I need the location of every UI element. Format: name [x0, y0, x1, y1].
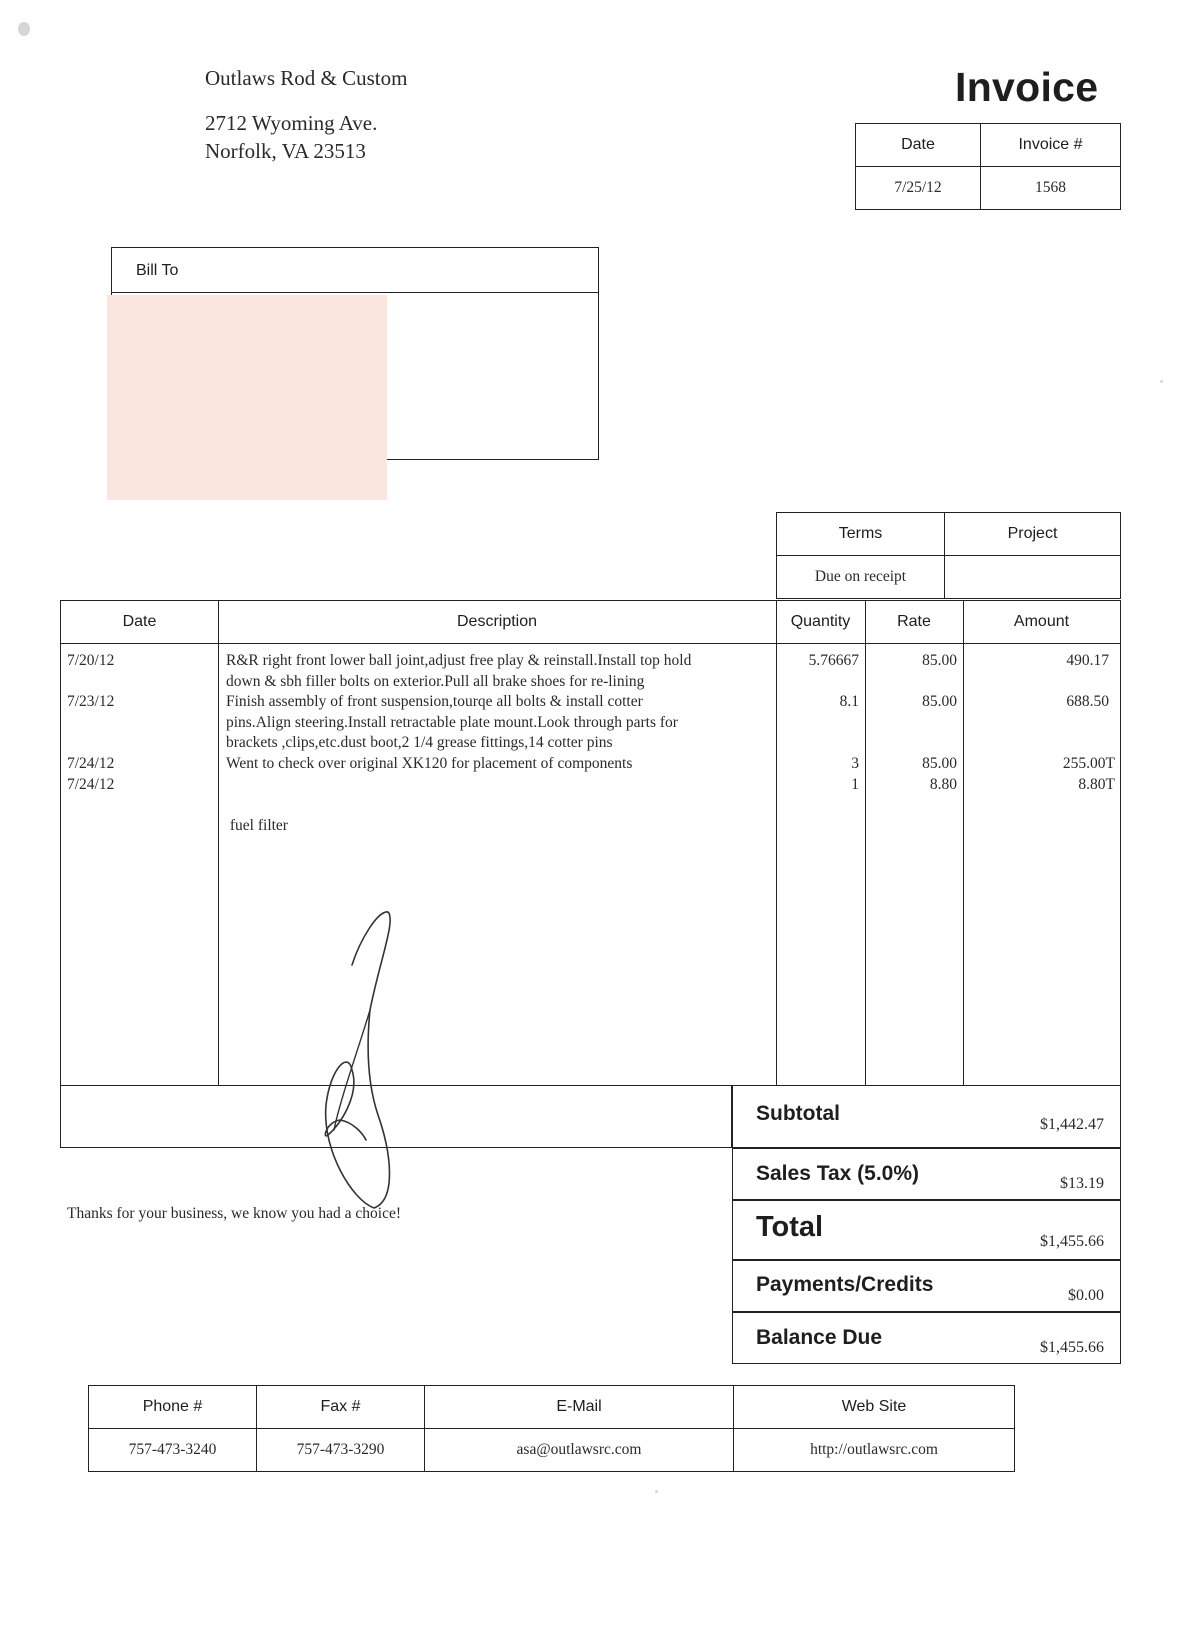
row-3-description [226, 754, 771, 775]
thanks-message: Thanks for your business, we know you had a choice! [67, 1205, 402, 1222]
row-1-description-line: down & sbh filler bolts on exterior.Pull all brake shoes for re-lining [226, 672, 645, 690]
column-header-rate: Rate [897, 613, 931, 630]
terms-value: Due on receipt [777, 556, 945, 599]
row-2-description [226, 692, 771, 754]
column-header-amount: Amount [1013, 613, 1070, 630]
row-1-description-line: R&R right front lower ball joint,adjust free play & reinstall.Install top hold [226, 652, 692, 669]
header-divider [61, 643, 1120, 644]
phone-number: 757-473-3240 [89, 1429, 257, 1472]
column-divider [963, 601, 964, 1085]
sales-tax-label: Sales Tax (5.0%) [756, 1162, 920, 1185]
company-address-line2: Norfolk, VA 23513 [205, 139, 366, 163]
row-1-description [226, 651, 771, 692]
contact-info-table [88, 1385, 1015, 1472]
company-address-line1: 2712 Wyoming Ave. [205, 111, 378, 135]
email-label: E-Mail [425, 1386, 734, 1429]
email-address: asa@outlawsrc.com [425, 1429, 734, 1472]
terms-label: Terms [777, 513, 945, 556]
sales-tax-value: $13.19 [1060, 1175, 1104, 1192]
column-header-date: Date [122, 613, 157, 630]
row-2-amount: 688.50 [1066, 693, 1109, 710]
row-3-rate: 85.00 [922, 755, 957, 772]
website-label: Web Site [734, 1386, 1015, 1429]
total-label: Total [756, 1211, 824, 1243]
row-3-description-line: Went to check over original XK120 for placement of components [226, 755, 633, 772]
terms-project-box [776, 512, 1121, 599]
payments-row [732, 1260, 1121, 1312]
company-name: Outlaws Rod & Custom [205, 66, 408, 90]
invoice-date: 7/25/12 [856, 167, 981, 210]
column-divider [776, 601, 777, 1085]
balance-due-row [732, 1312, 1121, 1364]
total-value: $1,455.66 [1040, 1233, 1104, 1250]
row-2-description-line: Finish assembly of front suspension,tourqe all bolts & install cotter [226, 693, 643, 710]
invoice-header-box [855, 123, 1121, 210]
row-2-date: 7/23/12 [67, 693, 115, 710]
bill-to-label: Bill To [136, 262, 179, 279]
payments-value: $0.00 [1068, 1287, 1104, 1304]
scan-blemish [18, 22, 30, 36]
invoice-number: 1568 [981, 167, 1121, 210]
scan-blemish [655, 1490, 658, 1493]
row-4-date: 7/24/12 [67, 776, 115, 793]
project-value [945, 556, 1121, 599]
sales-tax-row [732, 1148, 1121, 1200]
balance-due-label: Balance Due [756, 1326, 883, 1349]
row-4-description [226, 775, 771, 878]
column-divider [865, 601, 866, 1085]
column-divider [218, 601, 219, 1085]
document-title: Invoice [955, 64, 1099, 110]
balance-due-value: $1,455.66 [1040, 1339, 1104, 1356]
subtotal-row [732, 1086, 1121, 1148]
row-2-quantity: 8.1 [839, 693, 859, 710]
row-1-rate: 85.00 [922, 652, 957, 669]
subtotal-label: Subtotal [756, 1102, 840, 1125]
phone-label: Phone # [89, 1386, 257, 1429]
row-4-description-line: fuel filter [226, 817, 288, 834]
column-header-quantity: Quantity [790, 613, 851, 630]
row-3-date: 7/24/12 [67, 755, 115, 772]
subtotal-value: $1,442.47 [1040, 1116, 1104, 1133]
line-items-table [60, 600, 1121, 1086]
row-1-amount: 490.17 [1066, 652, 1109, 669]
invoice-number-label: Invoice # [981, 124, 1121, 167]
handwritten-signature-icon [300, 900, 420, 1210]
row-3-amount: 255.00T [1062, 755, 1115, 772]
row-3-quantity: 3 [851, 755, 859, 772]
row-2-description-line: brackets ,clips,etc.dust boot,2 1/4 grease fittings,14 cotter pins [226, 734, 613, 751]
payments-label: Payments/Credits [756, 1273, 934, 1296]
total-row [732, 1200, 1121, 1260]
column-header-description: Description [456, 613, 538, 630]
row-1-quantity: 5.76667 [808, 652, 859, 669]
row-2-rate: 85.00 [922, 693, 957, 710]
row-4-rate: 8.80 [929, 776, 957, 793]
row-4-amount: 8.80T [1078, 776, 1115, 793]
website-url: http://outlawsrc.com [734, 1429, 1015, 1472]
redacted-address-block [107, 295, 387, 500]
row-4-quantity: 1 [851, 776, 859, 793]
scan-blemish [1160, 380, 1163, 383]
row-1-date: 7/20/12 [67, 652, 115, 669]
fax-number: 757-473-3290 [257, 1429, 425, 1472]
date-label: Date [856, 124, 981, 167]
bill-to-header [112, 248, 598, 293]
project-label: Project [945, 513, 1121, 556]
row-2-description-line: pins.Align steering.Install retractable plate mount.Look through parts for [226, 713, 678, 731]
fax-label: Fax # [257, 1386, 425, 1429]
